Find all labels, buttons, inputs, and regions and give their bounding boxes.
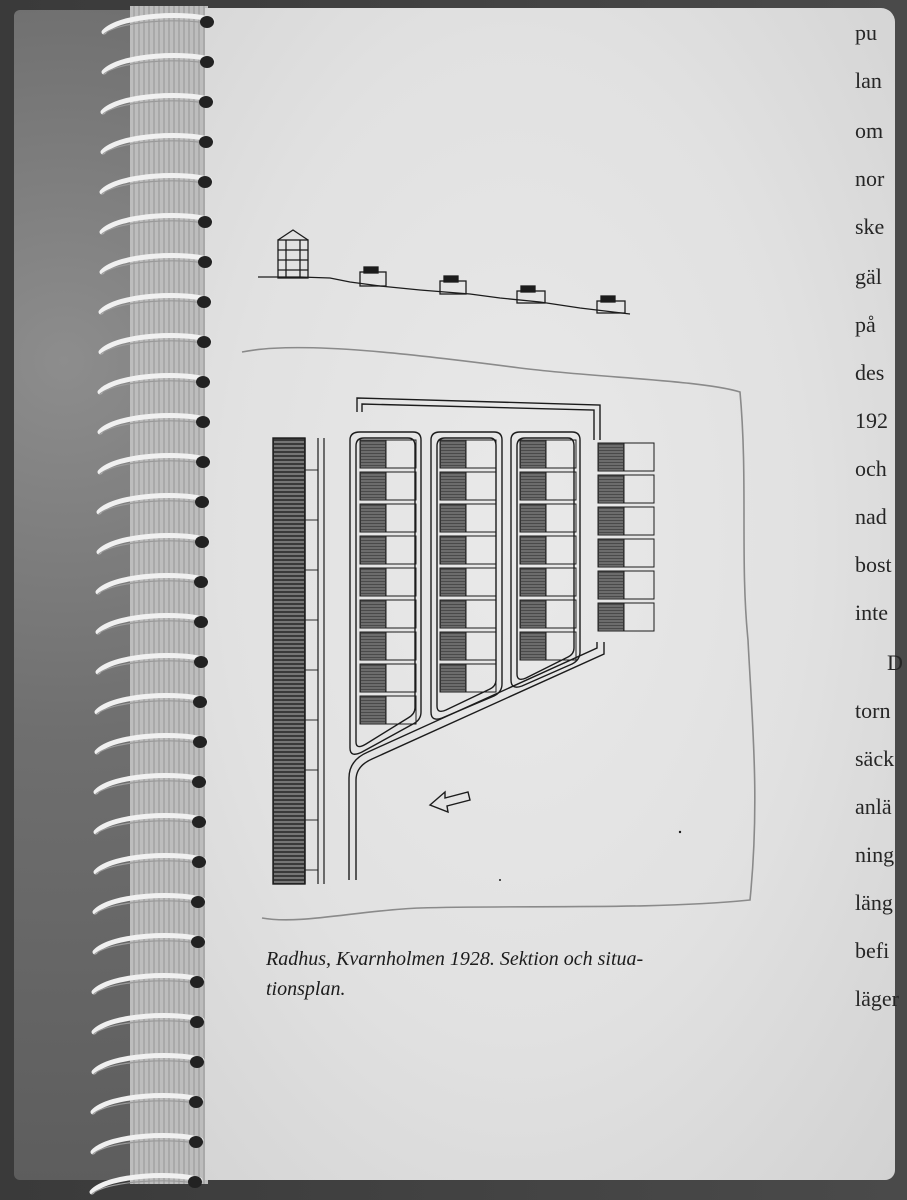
punch-hole [188, 1176, 202, 1188]
spiral-coil [98, 656, 206, 672]
punch-hole [189, 1136, 203, 1148]
facing-line: inte [855, 600, 888, 625]
spiral-coil [92, 1176, 200, 1192]
spiral-coil [95, 936, 203, 952]
spiral-coil [104, 56, 212, 72]
punch-hole [190, 1056, 204, 1068]
spiral-coil [93, 1096, 201, 1112]
spiral-coil [94, 976, 202, 992]
spiral-coil [100, 456, 208, 472]
facing-line: des [855, 360, 885, 385]
facing-line: ske [855, 214, 885, 239]
punch-hole [198, 176, 212, 188]
spiral-coil [102, 216, 210, 232]
spiral-coil [98, 576, 206, 592]
spiral-coil [100, 376, 208, 392]
punch-hole [192, 816, 206, 828]
row-house-unit [520, 632, 576, 660]
punch-hole [200, 16, 214, 28]
row-house-unit [598, 571, 654, 599]
spiral-coil [102, 176, 210, 192]
row-house-unit [440, 664, 496, 692]
road-network [349, 398, 604, 880]
punch-hole [191, 896, 205, 908]
facing-line: lan [855, 68, 882, 93]
row-house-unit [360, 664, 416, 692]
row-house-unit [440, 440, 496, 468]
punch-hole [199, 136, 213, 148]
punch-hole [189, 1096, 203, 1108]
spiral-coil [94, 1016, 202, 1032]
row-house-unit [598, 507, 654, 535]
facing-line: och [855, 456, 887, 481]
row-house-unit [440, 632, 496, 660]
row-house-unit [520, 600, 576, 628]
facing-line: säck [855, 746, 895, 771]
row-house-unit [440, 472, 496, 500]
row-house-unit [360, 440, 416, 468]
facing-line: D [887, 650, 903, 675]
section-drawing [258, 230, 630, 314]
caption-line-2: tionsplan. [266, 978, 346, 1000]
spiral-coil [93, 1136, 201, 1152]
figure-caption [266, 944, 786, 1004]
row-house-units [360, 440, 654, 724]
spiral-coil [96, 816, 204, 832]
row-house-unit [520, 536, 576, 564]
facing-line: anlä [855, 794, 892, 819]
facing-page-text [855, 12, 907, 1032]
row-house-unit [598, 443, 654, 471]
spiral-coil [98, 616, 206, 632]
row-house-unit [598, 603, 654, 631]
facing-line: gäl [855, 264, 882, 289]
spiral-coil [94, 1056, 202, 1072]
spiral-coil [102, 256, 210, 272]
facing-line: läng [855, 890, 893, 915]
row-house-unit [520, 472, 576, 500]
punch-hole [191, 936, 205, 948]
row-house-unit [360, 632, 416, 660]
punch-hole [200, 56, 214, 68]
row-house-unit [440, 568, 496, 596]
punch-hole [190, 976, 204, 988]
row-house-unit [360, 568, 416, 596]
facing-line: ning [855, 842, 895, 867]
facing-line: om [855, 118, 884, 143]
facing-line: nad [855, 504, 887, 529]
spiral-coil [100, 416, 208, 432]
punch-hole [192, 856, 206, 868]
spiral-coil [97, 696, 205, 712]
caption-line-1: Radhus, Kvarnholmen 1928. Sektion och situa- [266, 948, 644, 970]
spiral-coil [96, 776, 204, 792]
facing-line: läger [855, 986, 899, 1011]
row-house-unit [360, 536, 416, 564]
spiral-coil [96, 856, 204, 872]
site-plan-drawing [205, 200, 805, 940]
spiral-coil [99, 496, 207, 512]
facing-line: nor [855, 166, 885, 191]
row-house-unit [440, 600, 496, 628]
row-house-unit [360, 600, 416, 628]
row-house-unit [360, 696, 416, 724]
punch-hole [199, 96, 213, 108]
row-house-unit [440, 504, 496, 532]
row-house-unit [598, 539, 654, 567]
spiral-coil [95, 896, 203, 912]
facing-line: 192 [855, 408, 888, 433]
facing-line: bost [855, 552, 892, 577]
facing-line: torn [855, 698, 891, 723]
row-house-unit [520, 504, 576, 532]
spiral-coil [101, 336, 209, 352]
spiral-coil [103, 96, 211, 112]
long-row-block [273, 438, 324, 884]
north-arrow-icon [430, 792, 470, 812]
facing-line: på [855, 312, 876, 337]
spiral-coil [97, 736, 205, 752]
row-house-unit [360, 472, 416, 500]
spiral-coil [99, 536, 207, 552]
row-house-unit [360, 504, 416, 532]
row-house-unit [598, 475, 654, 503]
row-house-unit [440, 536, 496, 564]
spiral-coil [103, 136, 211, 152]
row-house-unit [520, 440, 576, 468]
spiral-coil [101, 296, 209, 312]
punch-hole [190, 1016, 204, 1028]
row-house-unit [520, 568, 576, 596]
facing-line: befi [855, 938, 890, 963]
facing-line: pu [855, 20, 877, 45]
punch-hole [192, 776, 206, 788]
spiral-coil [104, 16, 212, 32]
